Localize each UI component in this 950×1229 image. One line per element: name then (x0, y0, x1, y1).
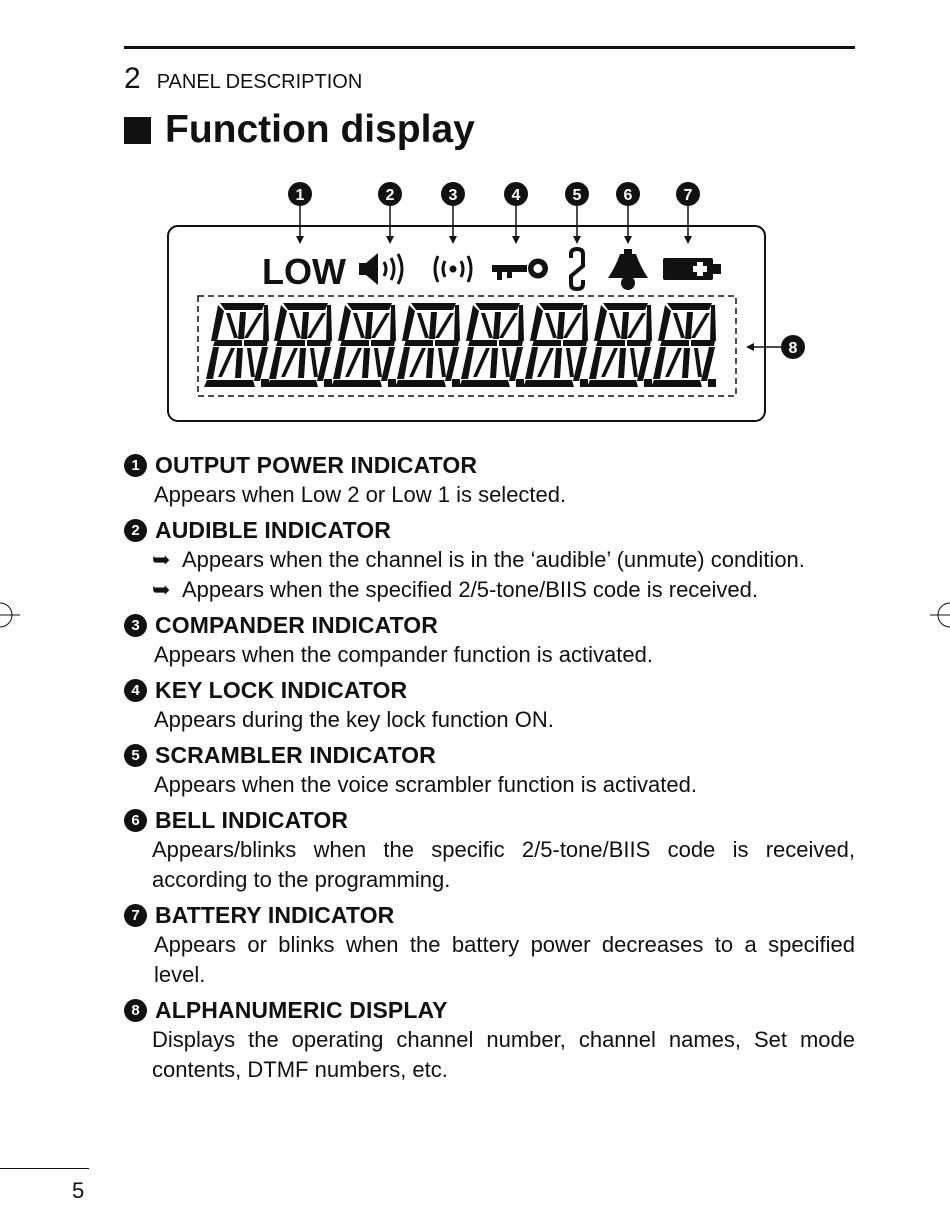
compander-icon (435, 256, 471, 282)
desc-compander (124, 610, 855, 670)
segment-digit-2 (267, 303, 332, 387)
callout-2 (378, 182, 402, 244)
callout-6-label: 6 (623, 187, 633, 204)
desc-scrambler (124, 740, 855, 800)
bullet-text: Appears when the channel is in the ‘audible’ (unmute) condition. (182, 547, 805, 572)
segment-digit-4 (395, 303, 460, 387)
callout-1 (288, 182, 312, 244)
bullet-item (124, 545, 855, 575)
desc-text: Displays the operating channel number, channel names, Set mode contents, DTMF numbers, etc. (152, 1027, 855, 1082)
num-circle-icon: 2 (124, 519, 147, 542)
key-icon (492, 259, 548, 281)
desc-title: ALPHANUMERIC DISPLAY (155, 996, 448, 1023)
num-circle-icon: 6 (124, 809, 147, 832)
desc-title: AUDIBLE INDICATOR (155, 516, 391, 543)
callout-8-label: 8 (788, 340, 798, 357)
num-circle-icon: 1 (124, 454, 147, 477)
footer-rule (0, 1168, 89, 1169)
callout-4-label: 4 (511, 187, 521, 204)
desc-title: SCRAMBLER INDICATOR (155, 741, 436, 768)
desc-bell (124, 805, 855, 895)
desc-alphanumeric (124, 995, 855, 1085)
bell-icon (608, 249, 648, 290)
num-circle-icon: 8 (124, 999, 147, 1022)
callout-6 (616, 182, 640, 244)
callout-8 (746, 335, 805, 359)
desc-battery (124, 900, 855, 990)
desc-output-power (124, 450, 855, 510)
section-title-text: Function display (165, 108, 475, 151)
arrow-bullet-icon: ➥ (152, 577, 171, 602)
callout-5-label: 5 (572, 187, 582, 204)
callout-1-label: 1 (295, 187, 305, 204)
desc-title: BATTERY INDICATOR (155, 901, 395, 928)
low-indicator: LOW (262, 251, 346, 292)
segment-digit-5 (459, 303, 524, 387)
num-circle-icon: 4 (124, 679, 147, 702)
page-number: 5 (72, 1178, 85, 1203)
num-circle-icon: 5 (124, 744, 147, 767)
function-display-figure (0, 0, 950, 440)
num-circle-icon: 7 (124, 904, 147, 927)
callout-3-label: 3 (448, 187, 458, 204)
desc-title: KEY LOCK INDICATOR (155, 676, 408, 703)
segment-digit-6 (523, 303, 588, 387)
callout-7 (676, 182, 700, 244)
bullet-text: Appears when the specified 2/5-tone/BIIS code is received. (182, 577, 759, 602)
battery-icon (663, 258, 721, 280)
desc-text: Appears when Low 2 or Low 1 is selected. (154, 482, 567, 507)
num-circle-icon: 3 (124, 614, 147, 637)
callout-7-label: 7 (683, 187, 693, 204)
callout-5 (565, 182, 589, 244)
chapter-title: PANEL DESCRIPTION (156, 71, 363, 93)
chapter-number: 2 (124, 62, 141, 95)
segment-digit-1 (204, 303, 269, 387)
callout-4 (504, 182, 528, 244)
speaker-icon (359, 253, 402, 285)
registration-mark-icon (0, 600, 20, 630)
registration-mark-icon (930, 600, 950, 630)
desc-text: Appears during the key lock function ON. (154, 707, 554, 732)
callout-3 (441, 182, 465, 244)
scrambler-icon (571, 249, 583, 289)
segment-digit-7 (587, 303, 652, 387)
desc-title: OUTPUT POWER INDICATOR (155, 451, 478, 478)
desc-key-lock (124, 675, 855, 735)
arrow-bullet-icon: ➥ (152, 547, 171, 572)
segment-digit-3 (331, 303, 396, 387)
alphanumeric-digits (204, 303, 716, 387)
bullet-item (124, 575, 855, 605)
desc-audible (124, 515, 855, 605)
segment-digit-8 (651, 303, 716, 387)
callout-2-label: 2 (385, 187, 395, 204)
lcd-frame (168, 226, 765, 421)
indicator-descriptions (124, 450, 855, 1090)
desc-text: Appears or blinks when the battery power decreases to a specified level. (154, 932, 855, 987)
desc-text: Appears when the voice scrambler function is activated. (154, 772, 697, 797)
desc-title: BELL INDICATOR (155, 806, 349, 833)
desc-text: Appears/blinks when the specific 2/5-tone/BIIS code is received, according to the programming. (152, 837, 855, 892)
desc-title: COMPANDER INDICATOR (155, 611, 439, 638)
desc-text: Appears when the compander function is activated. (154, 642, 653, 667)
